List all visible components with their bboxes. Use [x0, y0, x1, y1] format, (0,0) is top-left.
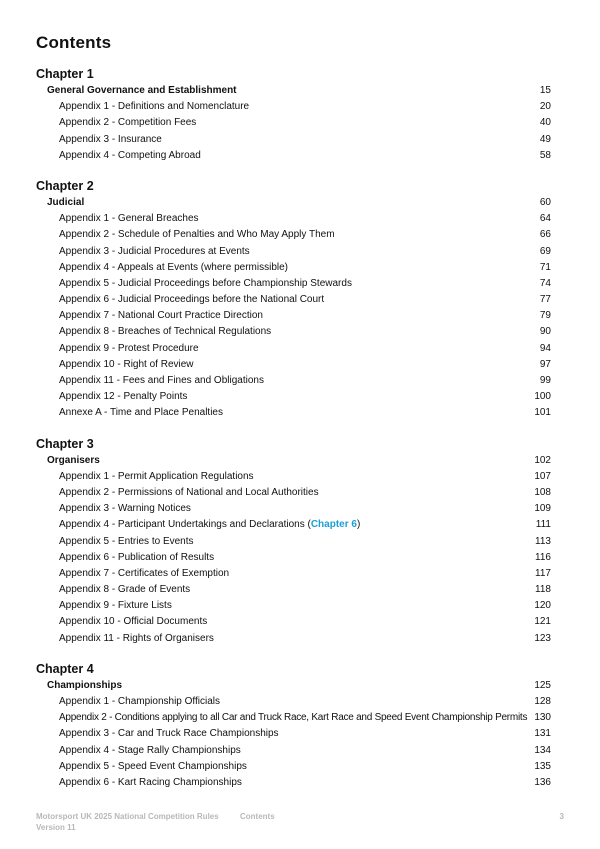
- toc-page-number: 113: [535, 535, 551, 547]
- toc-page-number: 97: [539, 358, 551, 370]
- toc-entry-text: Appendix 6 - Judicial Proceedings before the National Court: [59, 294, 325, 306]
- toc-section-entry[interactable]: [0, 83, 600, 99]
- toc-entry-text: Appendix 2 - Schedule of Penalties and Who May Apply Them: [59, 229, 335, 241]
- toc-entry-label: [59, 227, 335, 243]
- toc-entry-text: Appendix 11 - Fees and Fines and Obligations: [59, 375, 264, 386]
- toc-entry-label: [59, 324, 271, 340]
- toc-entry-text: Appendix 1 - Championship Officials: [59, 696, 221, 707]
- toc-entry-text: Appendix 1 - Definitions and Nomenclature: [59, 101, 250, 113]
- toc-page-number: 64: [539, 213, 551, 225]
- toc-entry-text: Appendix 11 - Rights of Organisers: [59, 632, 214, 644]
- chapter-block: [0, 178, 600, 422]
- toc-entry-text: Appendix 5 - Judicial Proceedings before Championship Stewards: [59, 277, 352, 289]
- toc-section-entry[interactable]: [0, 195, 600, 211]
- toc-entry-label: [59, 775, 242, 791]
- chapter-title[interactable]: Chapter 4: [36, 661, 94, 676]
- toc-page-number: 77: [539, 294, 551, 306]
- footer-section-name: Contents: [240, 812, 275, 821]
- toc-page-number: 69: [539, 245, 551, 257]
- toc-entry[interactable]: [0, 582, 600, 598]
- toc-entry-label: [59, 244, 250, 260]
- toc-page-number: 109: [534, 503, 551, 515]
- toc-entry-text: Appendix 3 - Warning Notices: [59, 503, 191, 515]
- toc-entry[interactable]: [0, 566, 600, 582]
- toc-entry-text: Appendix 4 - Participant Undertakings and Declarations (: [59, 519, 311, 531]
- toc-page-number: 66: [539, 229, 551, 241]
- toc-page-number: 130: [534, 712, 551, 724]
- toc-entry-text: Appendix 4 - Stage Rally Championships: [59, 744, 241, 756]
- toc-entry-text: Appendix 1 - General Breaches: [59, 213, 199, 225]
- toc-entry-label: [59, 341, 199, 357]
- toc-entry-label: [59, 759, 247, 775]
- toc-page-number: 128: [534, 696, 551, 707]
- toc-entry-label: [59, 598, 172, 614]
- footer-version: Version 11: [36, 823, 76, 832]
- toc-entry-label: [59, 148, 201, 164]
- toc-page-number: 99: [539, 375, 551, 386]
- toc-entry-label: [59, 373, 264, 389]
- toc-entry-text: Appendix 8 - Breaches of Technical Regulations: [59, 326, 272, 338]
- toc-page-number: 94: [539, 342, 551, 354]
- toc-entry-text: Appendix 2 - Permissions of National and Local Authorities: [59, 486, 319, 498]
- toc-entry-text: Appendix 9 - Protest Procedure: [59, 342, 199, 354]
- toc-entry-text: Appendix 3 - Car and Truck Race Championships: [59, 728, 279, 740]
- toc-page-number: 58: [539, 149, 551, 161]
- toc-section-entry[interactable]: [0, 453, 600, 469]
- toc-section-label: Organisers: [47, 454, 100, 466]
- toc-section-label: Judicial: [47, 196, 85, 208]
- toc-page-number: 117: [535, 567, 551, 579]
- toc-entry-label: [59, 566, 229, 582]
- toc-entry-label: [59, 276, 352, 292]
- toc-page-number: 102: [534, 454, 551, 466]
- toc-entry[interactable]: [0, 550, 600, 566]
- toc-entry[interactable]: [0, 260, 600, 276]
- toc-entry[interactable]: [0, 469, 600, 485]
- toc-entry[interactable]: [0, 389, 600, 405]
- toc-entry-label: [59, 582, 190, 598]
- toc-page-number: 40: [539, 117, 551, 129]
- toc-entry[interactable]: [0, 99, 600, 115]
- toc-entry-label: [59, 99, 249, 115]
- toc-entry-label: [59, 132, 162, 148]
- toc-entry-label: [59, 485, 319, 501]
- toc-entry-label: [59, 469, 254, 485]
- toc-entry-text: Appendix 2 - Competition Fees: [59, 117, 197, 129]
- chapter-block: [0, 436, 600, 647]
- page-title: Contents: [36, 33, 112, 52]
- toc-entry[interactable]: [0, 341, 600, 357]
- chapter-title[interactable]: Chapter 2: [36, 178, 94, 193]
- toc-page-number: 108: [534, 486, 551, 498]
- toc-entry-text: Appendix 5 - Entries to Events: [59, 535, 194, 547]
- toc-entry-text: Appendix 7 - National Court Practice Direction: [59, 310, 263, 322]
- toc-entry-text: Appendix 1 - Permit Application Regulations: [59, 470, 254, 482]
- toc-entry[interactable]: [0, 743, 600, 759]
- toc-entry[interactable]: [0, 631, 600, 647]
- toc-section-label: Championships: [47, 679, 123, 691]
- toc-section-label: General Governance and Establishment: [47, 85, 237, 96]
- toc-entry[interactable]: [0, 148, 600, 164]
- toc-entry-text: Appendix 3 - Insurance: [59, 133, 162, 145]
- toc-entry-text: Appendix 10 - Right of Review: [59, 358, 194, 370]
- toc-page-number: 111: [535, 519, 551, 531]
- toc-page-number: 100: [534, 391, 551, 403]
- toc-page-number: 131: [534, 728, 551, 740]
- toc-entry[interactable]: [0, 614, 600, 630]
- toc-entry[interactable]: [0, 115, 600, 131]
- toc-entry-label: [59, 292, 324, 308]
- toc-entry-text: Appendix 10 - Official Documents: [59, 616, 208, 628]
- toc-entry-text: Appendix 3 - Judicial Procedures at Events: [59, 245, 250, 257]
- toc-entry-label: [59, 631, 214, 647]
- toc-entry[interactable]: [0, 292, 600, 308]
- toc-page-number: 74: [539, 277, 551, 289]
- toc-entry[interactable]: [0, 775, 600, 791]
- toc-entry[interactable]: [0, 485, 600, 501]
- toc-entry-label: [59, 115, 196, 131]
- toc-entry-text: Appendix 6 - Kart Racing Championships: [59, 776, 242, 788]
- toc-entry[interactable]: [0, 534, 600, 550]
- toc-entry-label: [59, 694, 220, 710]
- toc-page-number: 15: [539, 85, 551, 96]
- chapter-title[interactable]: Chapter 1: [36, 67, 94, 81]
- toc-page-number: 90: [539, 326, 551, 338]
- toc-entry-text: Appendix 4 - Competing Abroad: [59, 149, 201, 161]
- toc-entry-label: [59, 726, 279, 742]
- toc-entry[interactable]: [0, 694, 600, 710]
- toc-entry-label: [59, 308, 263, 324]
- toc-entry-label: [59, 743, 241, 759]
- toc-entry-label: [59, 260, 288, 276]
- toc-entry-label: [59, 614, 207, 630]
- toc-entry[interactable]: [0, 517, 600, 533]
- toc-entry-text: Appendix 7 - Certificates of Exemption: [59, 567, 230, 579]
- chapter-cross-reference-link[interactable]: Chapter 6: [310, 519, 357, 531]
- toc-page-number: 79: [539, 310, 551, 322]
- toc-entry[interactable]: [0, 211, 600, 227]
- toc-entry[interactable]: [0, 227, 600, 243]
- toc-page-number: 71: [539, 261, 551, 273]
- toc-entry-label: [59, 501, 191, 517]
- toc-entry[interactable]: [0, 759, 600, 775]
- toc-page-number: 123: [534, 632, 551, 644]
- toc-page-number: 20: [539, 101, 551, 113]
- toc-page-number: 121: [534, 616, 551, 628]
- toc-page-number: 135: [534, 760, 551, 772]
- toc-entry[interactable]: [0, 598, 600, 614]
- chapter-block: [0, 661, 600, 791]
- toc-page-number: 101: [534, 407, 551, 419]
- toc-entry-label: [59, 550, 214, 566]
- toc-entry-text: Appendix 8 - Grade of Events: [59, 584, 191, 596]
- toc-entry-label: [59, 211, 199, 227]
- toc-section-entry[interactable]: [0, 678, 600, 694]
- toc-entry[interactable]: [0, 244, 600, 260]
- toc-entry[interactable]: [0, 373, 600, 389]
- toc-entry-text: Annexe A - Time and Place Penalties: [59, 407, 223, 419]
- toc-entry[interactable]: [0, 501, 600, 517]
- footer-document-title: Motorsport UK 2025 National Competition Rules: [36, 812, 219, 821]
- toc-entry-text: Appendix 5 - Speed Event Championships: [59, 760, 247, 772]
- toc-entry[interactable]: [0, 308, 600, 324]
- toc-page-number: 60: [539, 196, 551, 208]
- toc-entry-text: Appendix 2 - Conditions applying to all Car and Truck Race, Kart Race and Speed Event Championship Permits: [59, 712, 528, 724]
- toc-page-number: 118: [535, 584, 551, 596]
- toc-entry[interactable]: [0, 276, 600, 292]
- chapter-title[interactable]: Chapter 3: [36, 436, 94, 451]
- toc-page-number: 107: [534, 470, 551, 482]
- toc-entry-label: [59, 389, 187, 405]
- toc-page-number: 125: [534, 679, 551, 691]
- toc-entry[interactable]: [0, 132, 600, 148]
- toc-entry-label: [59, 710, 527, 726]
- toc-page-number: 116: [535, 551, 551, 563]
- footer-page-number: 3: [559, 812, 564, 821]
- toc-entry-text: Appendix 12 - Penalty Points: [59, 391, 188, 403]
- toc-entry-label: [59, 517, 360, 533]
- toc-entry-text-suffix: ): [356, 519, 361, 531]
- toc-page-number: 120: [534, 600, 551, 612]
- table-of-contents: [0, 66, 600, 805]
- toc-entry-text: Appendix 6 - Publication of Results: [59, 551, 215, 563]
- toc-entry-text: Appendix 4 - Appeals at Events (where permissible): [59, 261, 289, 273]
- toc-entry-label: [59, 405, 223, 421]
- toc-page-number: 136: [534, 776, 551, 788]
- toc-entry[interactable]: [0, 405, 600, 421]
- toc-page-number: 134: [534, 744, 551, 756]
- toc-entry[interactable]: [0, 726, 600, 742]
- toc-entry-text: Appendix 9 - Fixture Lists: [59, 600, 172, 612]
- toc-entry-label: [59, 534, 194, 550]
- toc-entry[interactable]: [0, 357, 600, 373]
- toc-page-number: 49: [539, 133, 551, 145]
- toc-entry[interactable]: [0, 710, 600, 726]
- toc-entry-label: [59, 357, 194, 373]
- chapter-block: [0, 66, 600, 164]
- toc-entry[interactable]: [0, 324, 600, 340]
